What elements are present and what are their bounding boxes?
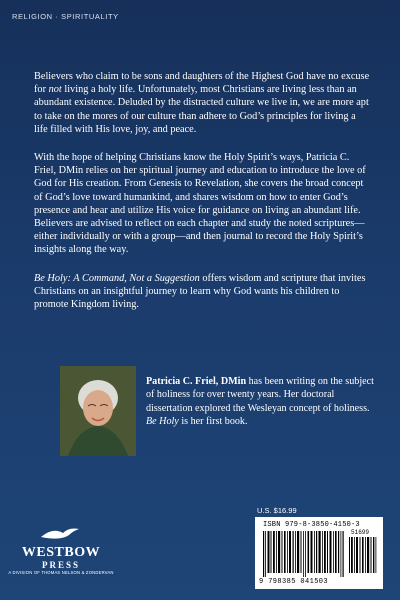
price-code: 51699 [351,529,370,536]
publisher-logo [6,527,116,575]
blurb-paragraph-2: With the hope of helping Christians know the Holy Spirit’s ways, Patricia C. Friel, DMin relies on her spiritual journey and education to introduce the love of God for His creation. From Genesis to Revelation, she covers the broad concept of God’s love toward humankind, and shares wisdom on how to enter God’s presence and hear and utilize His voice for guidance on living an abundant life. Believers are advised to reflect on each chapter and study the noted scriptures—either individually or with a group—and then journal to record the Holy Spirit’s insights along the way. [34,152,366,256]
author-bio-book-title: Be Holy [146,416,179,428]
isbn-number: ISBN 979-8-3850-4150-3 [263,521,360,529]
blurb-p1-start: Believers who claim to be sons and daughters of the Highest God have no excuse for [34,71,370,96]
author-bio-text: has been writing on the subject of holiness for over twenty years. Her doctoral dissertation explored the Wesleyan concept of holiness. [146,376,374,414]
publisher-name: WESTBOW [21,545,101,560]
isbn-digits: 9 798385 041503 [259,578,329,586]
publisher-sub: PRESS [41,560,80,570]
blurb-paragraph-3 [34,272,370,312]
publisher-dove-icon [39,527,83,541]
blurb-p1-end: living a holy life. Unfortunately, most Christians are living less than an abundant existence. Deluded by the distracted culture we live in, we are more apt to take on the mores of our culture than adhere to God’s principles for living a life filled with His love, joy, and peace. [34,84,369,135]
blurb-p3-rest: offers wisdom and scripture that invites Christians on an insightful journey to learn why God wants his children to promote Kingdom living. [34,272,366,311]
author-bio-end: is her first book. [178,416,248,428]
author-bio [146,375,374,429]
author-photo [60,366,136,456]
author-name: Patricia C. Friel, DMin [146,376,247,387]
blurb-p1-emphasis: not [48,84,62,96]
publisher-tagline: A DIVISION OF THOMAS NELSON & ZONDERVAN [8,570,114,575]
isbn-barcode [255,517,383,589]
blurb-paragraph-1 [34,70,370,136]
back-cover-blurb [34,70,370,326]
price-label: U.S. $16.99 [257,506,297,515]
category-label: RELIGION · SPIRITUALITY [12,12,119,21]
blurb-book-title: Be Holy: A Command, Not a Suggestion [34,272,200,284]
